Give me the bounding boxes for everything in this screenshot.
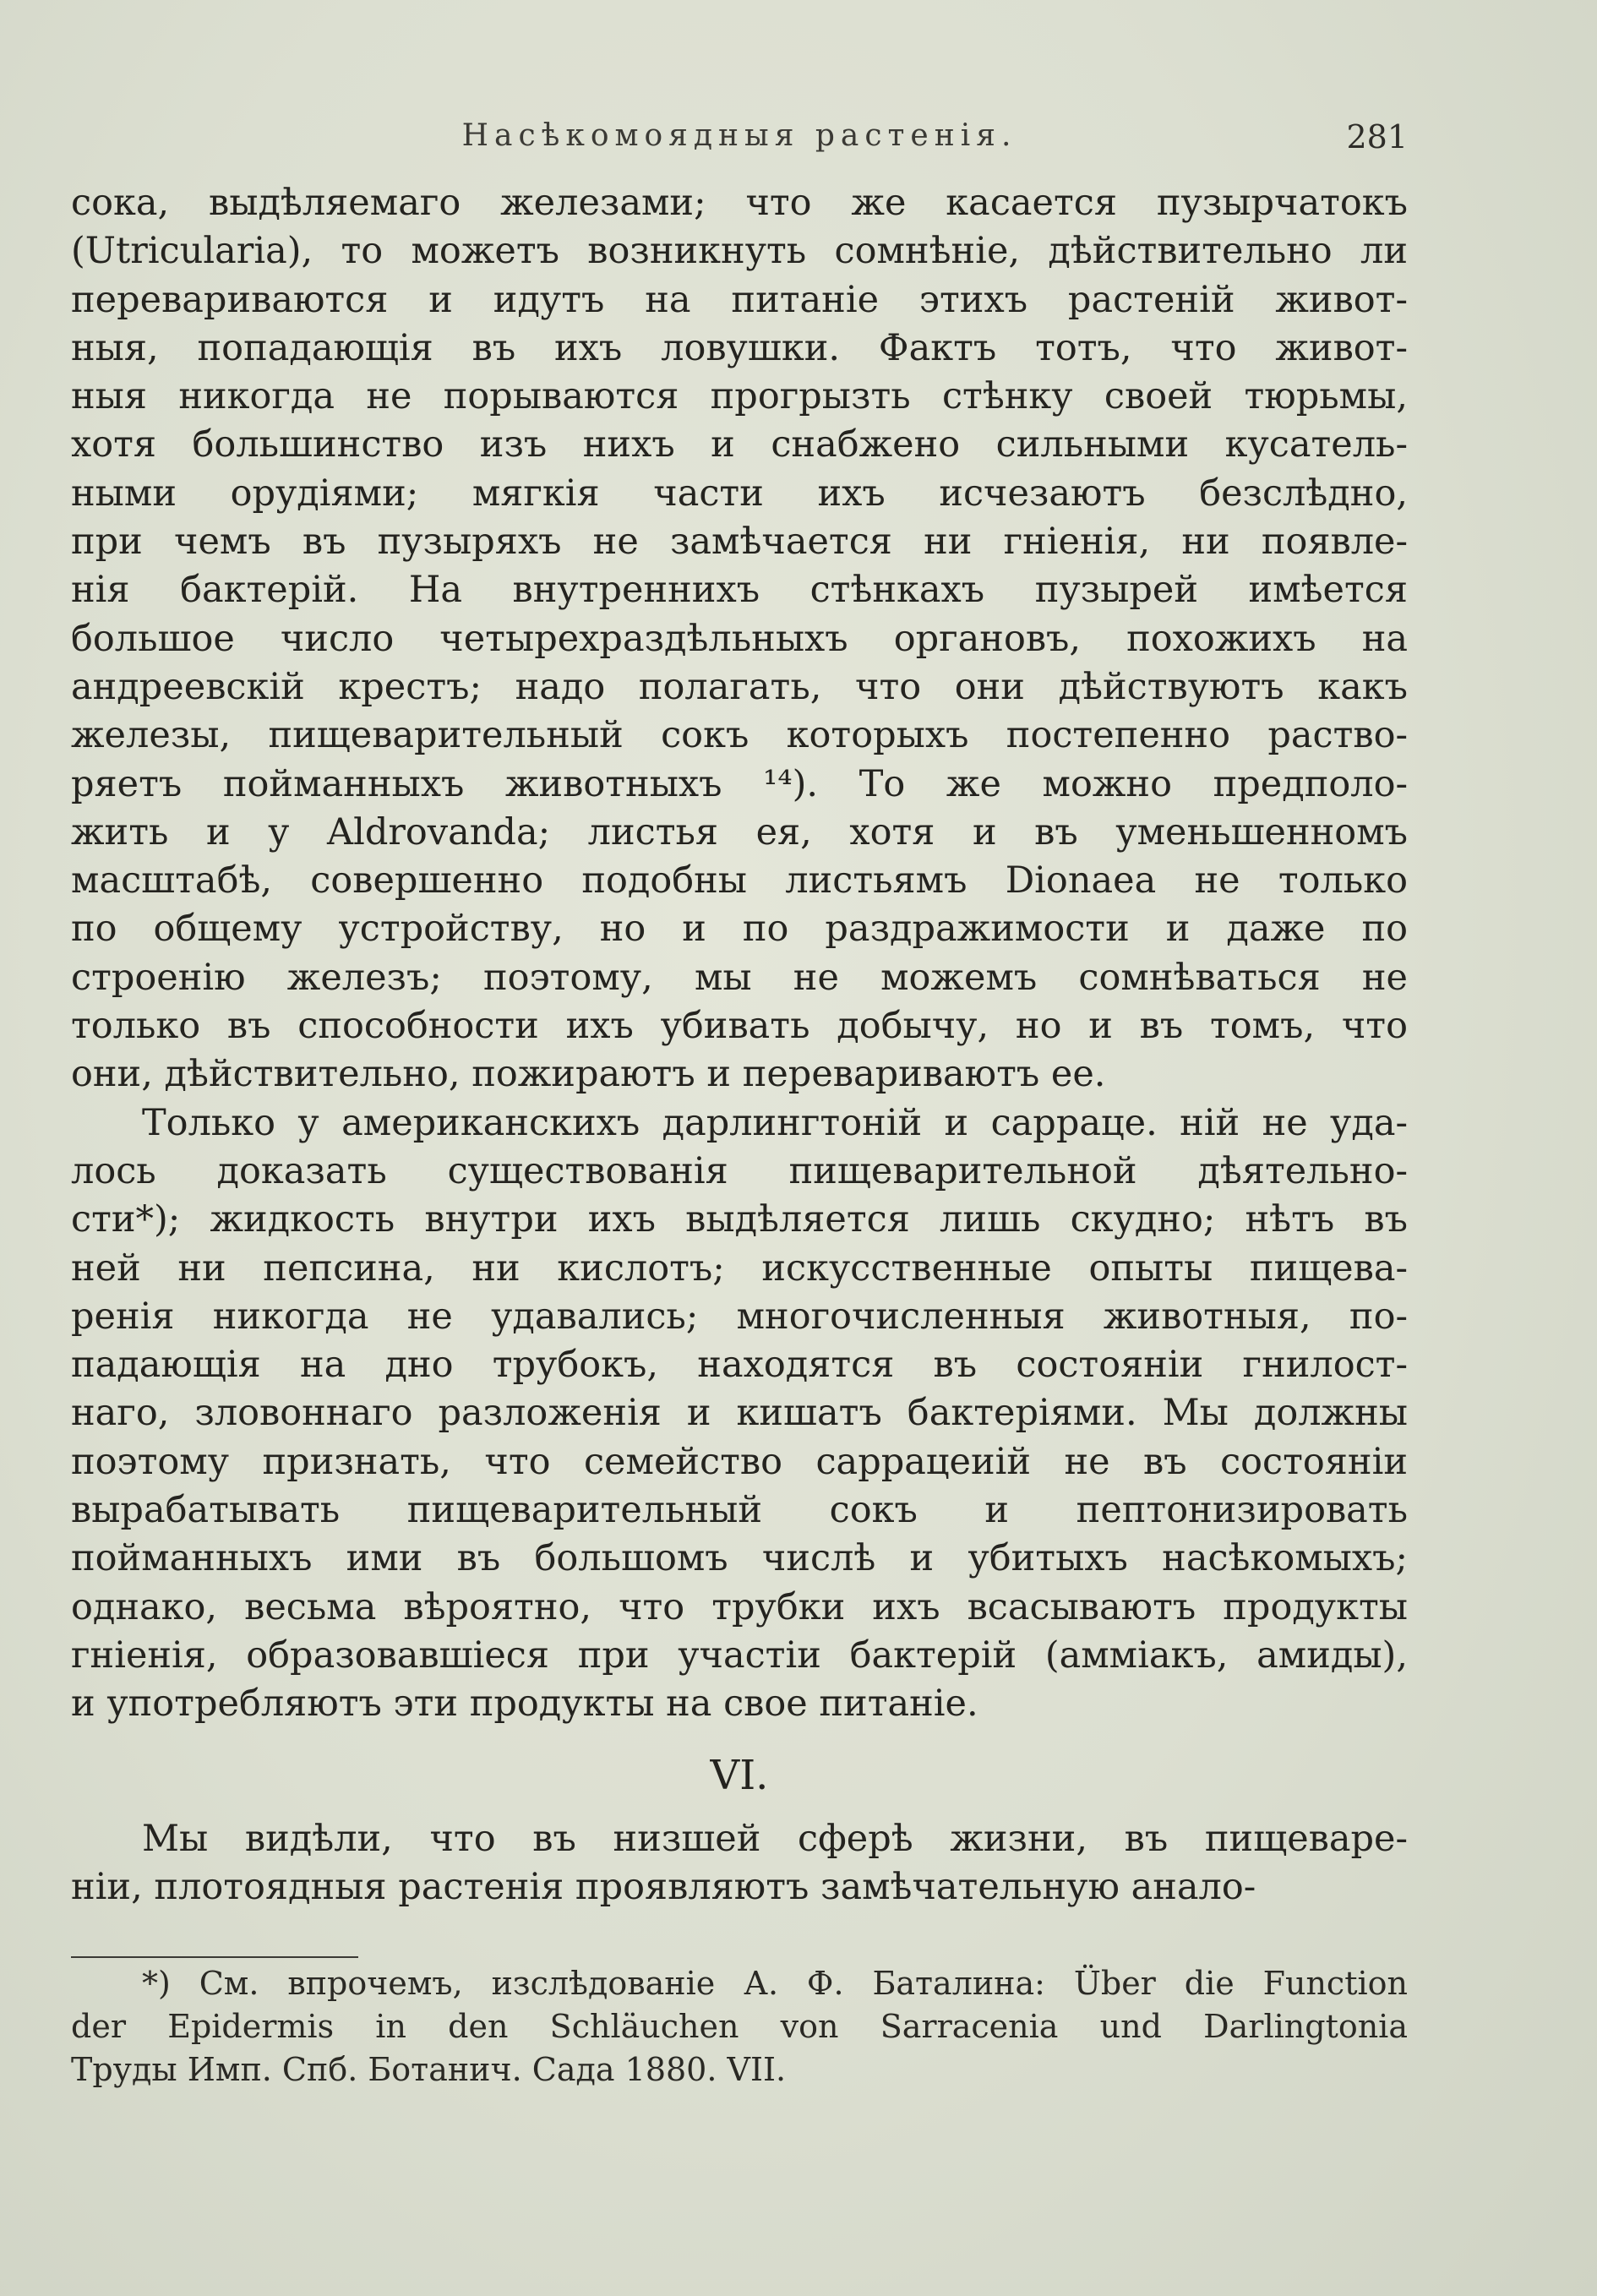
text-line: железы, пищеварительный сокъ которыхъ постепенно раство- — [71, 714, 1408, 757]
footnote-divider — [71, 1956, 358, 1958]
text-line: (Utricularia), то можетъ возникнуть сомнѣніе, дѣйствительно ли — [71, 230, 1408, 273]
paragraph-american-plants — [71, 1099, 1408, 1729]
text-line: однако, весьма вѣроятно, что трубки ихъ всасываютъ продукты — [71, 1585, 1408, 1628]
text-line: они, дѣйствительно, пожираютъ и перевариваютъ ее. — [71, 1053, 1106, 1096]
page-header — [71, 118, 1408, 169]
page-number: 281 — [1346, 118, 1408, 155]
text-line: ными орудіями; мягкія части ихъ исчезаютъ безслѣдно, — [71, 472, 1408, 515]
editor-note — [1162, 2048, 1349, 2051]
text-line: масштабѣ, совершенно подобны листьямъ Dionaea не только — [71, 859, 1408, 903]
paragraph-section-six — [71, 1815, 1408, 1912]
text-line: лось доказать существованія пищеварительной дѣятельно- — [71, 1149, 1408, 1192]
text-line: Только у американскихъ дарлингтоній и сарраце. ній не уда- — [142, 1101, 1408, 1144]
text-line: ней ни пепсина, ни кислотъ; искусственные опыты пищева- — [71, 1246, 1408, 1290]
text-line: жить и у Aldrovanda; листья ея, хотя и въ уменьшенномъ — [71, 810, 1408, 854]
text-line: пойманныхъ ими въ большомъ числѣ и убитыхъ насѣкомыхъ; — [71, 1537, 1408, 1580]
text-line: вырабатывать пищеварительный сокъ и пептонизировать — [71, 1489, 1408, 1532]
text-line: сти*); жидкость внутри ихъ выдѣляется лишь скудно; нѣтъ въ — [71, 1198, 1408, 1241]
text-line: поэтому признать, что семейство саррацеиій не въ состояніи — [71, 1440, 1408, 1483]
text-line: ряетъ пойманныхъ животныхъ ¹⁴). То же можно предполо- — [71, 762, 1408, 805]
text-line: при чемъ въ пузыряхъ не замѣчается ни гніенія, ни появле- — [71, 521, 1408, 564]
text-line: строенію железъ; поэтому, мы не можемъ сомнѣваться не — [71, 956, 1408, 999]
text-line: только въ способности ихъ убивать добычу, но и въ томъ, что — [71, 1005, 1408, 1048]
text-line: по общему устройству, но и по раздражимости и даже по — [71, 908, 1408, 951]
text-line: андреевскій крестъ; надо полагать, что они дѣйствуютъ какъ — [71, 665, 1408, 708]
text-line: большое число четырехраздѣльныхъ органовъ, похожихъ на — [71, 617, 1408, 660]
text-line: Мы видѣли, что въ низшей сферѣ жизни, въ пищеваре- — [142, 1817, 1408, 1860]
text-line: ніи, плотоядныя растенія проявляютъ замѣчательную анало- — [71, 1865, 1256, 1908]
footnote — [71, 1962, 1408, 2091]
text-line: ныя никогда не порываются прогрызть стѣнку своей тюрьмы, — [71, 375, 1408, 418]
text-line: хотя большинство изъ нихъ и снабжено сильными кусатель- — [71, 423, 1408, 466]
section-number: VI. — [710, 1751, 769, 1799]
paragraph-continued — [71, 179, 1408, 1099]
text-line: гніенія, образовавшіеся при участіи бактерій (амміакъ, амиды), — [71, 1633, 1408, 1677]
text-line: ренія никогда не удавались; многочисленныя животныя, по- — [71, 1295, 1408, 1338]
text-line: нія бактерій. На внутреннихъ стѣнкахъ пузырей имѣется — [71, 569, 1408, 612]
body-text — [71, 179, 1408, 1912]
footnote-line-last — [71, 2048, 1408, 2091]
footnote-line-text: Труды Имп. Спб. Ботанич. Сада 1880. VII. — [71, 2051, 787, 2088]
running-title: Насѣкомоядныя растенія. — [461, 118, 1017, 153]
text-line: наго, зловоннаго разложенія и кишатъ бактеріями. Мы должны — [71, 1392, 1408, 1435]
footnote-line: der Epidermis in den Schläuchen von Sarracenia und Darlingtonia — [71, 2008, 1408, 2045]
text-line: и употребляютъ эти продукты на свое питаніе. — [71, 1682, 978, 1726]
text-line: ныя, попадающія въ ихъ ловушки. Фактъ тотъ, что живот- — [71, 326, 1408, 369]
text-line: перевариваются и идутъ на питаніе этихъ растеній живот- — [71, 278, 1408, 321]
footnote-line: *) См. впрочемъ, изслѣдованіе А. Ф. Баталина: Über die Function — [142, 1965, 1408, 2002]
text-line: сока, выдѣляемаго железами; что же касается пузырчатокъ — [71, 182, 1408, 224]
text-line: падающія на дно трубокъ, находятся въ состояніи гнилост- — [71, 1344, 1408, 1387]
